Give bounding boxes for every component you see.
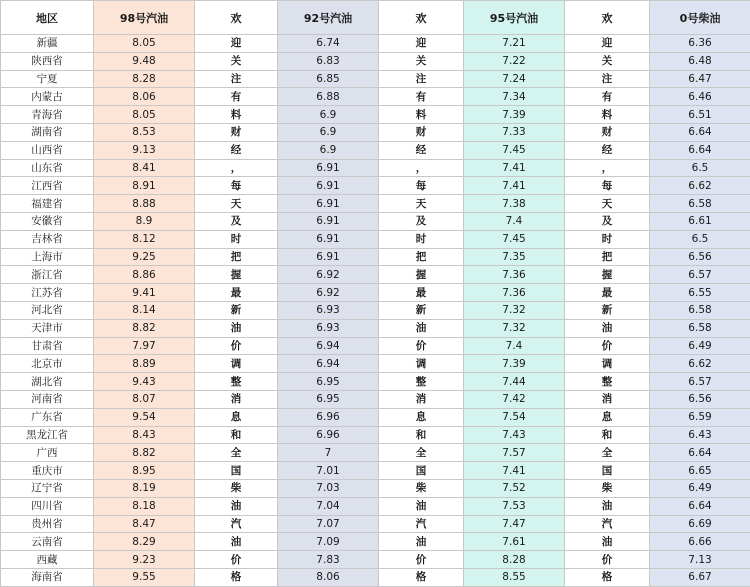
price-98-cell: 7.97 bbox=[94, 337, 195, 355]
gap-char-cell: 整 bbox=[195, 373, 278, 391]
price-0-diesel-cell: 6.61 bbox=[650, 212, 750, 230]
region-cell: 湖北省 bbox=[1, 373, 94, 391]
header-row bbox=[1, 1, 750, 35]
gap-char-cell: 全 bbox=[195, 444, 278, 462]
price-0-diesel-cell: 6.67 bbox=[650, 568, 750, 586]
gap-char-cell: 柴 bbox=[565, 479, 650, 497]
gap-char-cell: 油 bbox=[379, 497, 464, 515]
gap-char-cell: 消 bbox=[195, 390, 278, 408]
price-0-diesel-cell: 6.58 bbox=[650, 301, 750, 319]
header-0-diesel: 0号柴油 bbox=[650, 1, 750, 35]
table-row bbox=[1, 230, 750, 248]
gap-char-cell: 及 bbox=[195, 212, 278, 230]
price-98-cell: 8.05 bbox=[94, 106, 195, 124]
table-row bbox=[1, 426, 750, 444]
gap-char-cell: 汽 bbox=[565, 515, 650, 533]
region-cell: 宁夏 bbox=[1, 70, 94, 88]
price-98-cell: 8.53 bbox=[94, 123, 195, 141]
gap-char-cell: 每 bbox=[565, 177, 650, 195]
price-95-cell: 7.35 bbox=[464, 248, 565, 266]
price-0-diesel-cell: 6.65 bbox=[650, 462, 750, 480]
gap-char-cell: 关 bbox=[565, 52, 650, 70]
price-92-cell: 7 bbox=[278, 444, 379, 462]
price-92-cell: 6.93 bbox=[278, 319, 379, 337]
region-cell: 广西 bbox=[1, 444, 94, 462]
price-98-cell: 8.28 bbox=[94, 70, 195, 88]
table-row bbox=[1, 106, 750, 124]
price-0-diesel-cell: 7.13 bbox=[650, 551, 750, 569]
region-cell: 内蒙古 bbox=[1, 88, 94, 106]
gap-char-cell: 息 bbox=[565, 408, 650, 426]
gap-char-cell: 格 bbox=[565, 568, 650, 586]
table-row bbox=[1, 177, 750, 195]
gap-char-cell: 价 bbox=[379, 551, 464, 569]
price-0-diesel-cell: 6.59 bbox=[650, 408, 750, 426]
price-98-cell: 8.95 bbox=[94, 462, 195, 480]
price-92-cell: 6.9 bbox=[278, 106, 379, 124]
price-95-cell: 7.4 bbox=[464, 337, 565, 355]
price-92-cell: 6.94 bbox=[278, 355, 379, 373]
region-cell: 贵州省 bbox=[1, 515, 94, 533]
region-cell: 江苏省 bbox=[1, 284, 94, 302]
price-0-diesel-cell: 6.51 bbox=[650, 106, 750, 124]
gap-char-cell: 把 bbox=[565, 248, 650, 266]
gap-char-cell: 柴 bbox=[195, 479, 278, 497]
price-98-cell: 8.07 bbox=[94, 390, 195, 408]
price-92-cell: 6.91 bbox=[278, 212, 379, 230]
gap-char-cell: 天 bbox=[195, 195, 278, 213]
gap-char-cell: 最 bbox=[565, 284, 650, 302]
price-0-diesel-cell: 6.64 bbox=[650, 444, 750, 462]
table-row bbox=[1, 159, 750, 177]
price-0-diesel-cell: 6.62 bbox=[650, 355, 750, 373]
table-row bbox=[1, 568, 750, 586]
header-gap-2: 欢 bbox=[379, 1, 464, 35]
gap-char-cell: 料 bbox=[565, 106, 650, 124]
price-95-cell: 7.32 bbox=[464, 319, 565, 337]
price-95-cell: 7.38 bbox=[464, 195, 565, 213]
table-row bbox=[1, 533, 750, 551]
table-row bbox=[1, 373, 750, 391]
gap-char-cell: 天 bbox=[565, 195, 650, 213]
gap-char-cell: 油 bbox=[195, 497, 278, 515]
table-row bbox=[1, 195, 750, 213]
gap-char-cell: 全 bbox=[379, 444, 464, 462]
region-cell: 四川省 bbox=[1, 497, 94, 515]
table-row bbox=[1, 123, 750, 141]
region-cell: 北京市 bbox=[1, 355, 94, 373]
price-0-diesel-cell: 6.69 bbox=[650, 515, 750, 533]
gap-char-cell: 调 bbox=[195, 355, 278, 373]
price-0-diesel-cell: 6.43 bbox=[650, 426, 750, 444]
price-0-diesel-cell: 6.56 bbox=[650, 390, 750, 408]
gap-char-cell: 柴 bbox=[379, 479, 464, 497]
gap-char-cell: 经 bbox=[565, 141, 650, 159]
price-0-diesel-cell: 6.56 bbox=[650, 248, 750, 266]
table-row bbox=[1, 479, 750, 497]
price-0-diesel-cell: 6.47 bbox=[650, 70, 750, 88]
table-row bbox=[1, 319, 750, 337]
table-row bbox=[1, 497, 750, 515]
price-0-diesel-cell: 6.5 bbox=[650, 230, 750, 248]
price-92-cell: 7.07 bbox=[278, 515, 379, 533]
header-95-gasoline: 95号汽油 bbox=[464, 1, 565, 35]
gap-char-cell: 汽 bbox=[379, 515, 464, 533]
price-92-cell: 6.9 bbox=[278, 141, 379, 159]
price-95-cell: 7.57 bbox=[464, 444, 565, 462]
region-cell: 黑龙江省 bbox=[1, 426, 94, 444]
price-98-cell: 8.89 bbox=[94, 355, 195, 373]
gap-char-cell: 和 bbox=[195, 426, 278, 444]
gap-char-cell: 有 bbox=[195, 88, 278, 106]
price-95-cell: 7.39 bbox=[464, 355, 565, 373]
gap-char-cell: 财 bbox=[565, 123, 650, 141]
price-0-diesel-cell: 6.64 bbox=[650, 141, 750, 159]
price-95-cell: 7.52 bbox=[464, 479, 565, 497]
price-92-cell: 6.92 bbox=[278, 266, 379, 284]
gap-char-cell: 油 bbox=[565, 319, 650, 337]
price-98-cell: 9.54 bbox=[94, 408, 195, 426]
price-95-cell: 7.33 bbox=[464, 123, 565, 141]
gap-char-cell: 汽 bbox=[195, 515, 278, 533]
gap-char-cell: 最 bbox=[195, 284, 278, 302]
gap-char-cell: 经 bbox=[195, 141, 278, 159]
gap-char-cell: 及 bbox=[565, 212, 650, 230]
gap-char-cell: 消 bbox=[379, 390, 464, 408]
gap-char-cell: 料 bbox=[195, 106, 278, 124]
price-95-cell: 7.4 bbox=[464, 212, 565, 230]
price-0-diesel-cell: 6.57 bbox=[650, 373, 750, 391]
gap-char-cell: 整 bbox=[379, 373, 464, 391]
gap-char-cell: 价 bbox=[195, 337, 278, 355]
price-98-cell: 9.43 bbox=[94, 373, 195, 391]
gap-char-cell: 经 bbox=[379, 141, 464, 159]
gap-char-cell: 迎 bbox=[195, 35, 278, 53]
region-cell: 甘肃省 bbox=[1, 337, 94, 355]
region-cell: 福建省 bbox=[1, 195, 94, 213]
gap-char-cell: 料 bbox=[379, 106, 464, 124]
gap-char-cell: ， bbox=[195, 159, 278, 177]
price-92-cell: 6.91 bbox=[278, 177, 379, 195]
price-98-cell: 9.48 bbox=[94, 52, 195, 70]
table-row bbox=[1, 266, 750, 284]
table-row bbox=[1, 551, 750, 569]
header-98-gasoline: 98号汽油 bbox=[94, 1, 195, 35]
gap-char-cell: 格 bbox=[379, 568, 464, 586]
price-95-cell: 7.53 bbox=[464, 497, 565, 515]
table-row bbox=[1, 284, 750, 302]
gap-char-cell: 息 bbox=[195, 408, 278, 426]
price-98-cell: 8.18 bbox=[94, 497, 195, 515]
region-cell: 云南省 bbox=[1, 533, 94, 551]
price-95-cell: 7.32 bbox=[464, 301, 565, 319]
gap-char-cell: 财 bbox=[379, 123, 464, 141]
price-95-cell: 7.61 bbox=[464, 533, 565, 551]
gap-char-cell: ， bbox=[565, 159, 650, 177]
gap-char-cell: 迎 bbox=[565, 35, 650, 53]
price-95-cell: 8.28 bbox=[464, 551, 565, 569]
price-0-diesel-cell: 6.64 bbox=[650, 123, 750, 141]
region-cell: 天津市 bbox=[1, 319, 94, 337]
price-95-cell: 7.54 bbox=[464, 408, 565, 426]
gap-char-cell: 关 bbox=[195, 52, 278, 70]
region-cell: 浙江省 bbox=[1, 266, 94, 284]
region-cell: 山东省 bbox=[1, 159, 94, 177]
region-cell: 上海市 bbox=[1, 248, 94, 266]
price-95-cell: 8.55 bbox=[464, 568, 565, 586]
price-95-cell: 7.24 bbox=[464, 70, 565, 88]
table-row bbox=[1, 70, 750, 88]
gap-char-cell: 迎 bbox=[379, 35, 464, 53]
gap-char-cell: ， bbox=[379, 159, 464, 177]
price-95-cell: 7.41 bbox=[464, 159, 565, 177]
gap-char-cell: 油 bbox=[379, 319, 464, 337]
price-98-cell: 8.88 bbox=[94, 195, 195, 213]
price-92-cell: 6.95 bbox=[278, 390, 379, 408]
price-95-cell: 7.22 bbox=[464, 52, 565, 70]
gap-char-cell: 握 bbox=[379, 266, 464, 284]
price-98-cell: 8.86 bbox=[94, 266, 195, 284]
gap-char-cell: 国 bbox=[379, 462, 464, 480]
gap-char-cell: 把 bbox=[379, 248, 464, 266]
price-95-cell: 7.36 bbox=[464, 266, 565, 284]
price-95-cell: 7.39 bbox=[464, 106, 565, 124]
price-98-cell: 8.41 bbox=[94, 159, 195, 177]
price-0-diesel-cell: 6.49 bbox=[650, 479, 750, 497]
price-92-cell: 6.85 bbox=[278, 70, 379, 88]
gap-char-cell: 油 bbox=[195, 319, 278, 337]
gap-char-cell: 调 bbox=[565, 355, 650, 373]
region-cell: 重庆市 bbox=[1, 462, 94, 480]
region-cell: 西藏 bbox=[1, 551, 94, 569]
price-92-cell: 6.9 bbox=[278, 123, 379, 141]
gap-char-cell: 时 bbox=[565, 230, 650, 248]
price-98-cell: 8.05 bbox=[94, 35, 195, 53]
price-98-cell: 9.41 bbox=[94, 284, 195, 302]
price-92-cell: 6.91 bbox=[278, 248, 379, 266]
table-row bbox=[1, 337, 750, 355]
region-cell: 河北省 bbox=[1, 301, 94, 319]
price-95-cell: 7.42 bbox=[464, 390, 565, 408]
gap-char-cell: 及 bbox=[379, 212, 464, 230]
price-95-cell: 7.34 bbox=[464, 88, 565, 106]
gap-char-cell: 有 bbox=[379, 88, 464, 106]
price-92-cell: 6.94 bbox=[278, 337, 379, 355]
gap-char-cell: 油 bbox=[379, 533, 464, 551]
region-cell: 辽宁省 bbox=[1, 479, 94, 497]
price-0-diesel-cell: 6.66 bbox=[650, 533, 750, 551]
price-0-diesel-cell: 6.55 bbox=[650, 284, 750, 302]
gap-char-cell: 每 bbox=[195, 177, 278, 195]
price-92-cell: 7.83 bbox=[278, 551, 379, 569]
gap-char-cell: 和 bbox=[379, 426, 464, 444]
table-row bbox=[1, 35, 750, 53]
header-92-gasoline: 92号汽油 bbox=[278, 1, 379, 35]
price-95-cell: 7.45 bbox=[464, 230, 565, 248]
region-cell: 河南省 bbox=[1, 390, 94, 408]
gap-char-cell: 油 bbox=[565, 497, 650, 515]
header-gap-1: 欢 bbox=[195, 1, 278, 35]
price-92-cell: 6.93 bbox=[278, 301, 379, 319]
price-98-cell: 8.12 bbox=[94, 230, 195, 248]
price-95-cell: 7.21 bbox=[464, 35, 565, 53]
price-92-cell: 6.83 bbox=[278, 52, 379, 70]
gap-char-cell: 天 bbox=[379, 195, 464, 213]
price-92-cell: 7.01 bbox=[278, 462, 379, 480]
table-row bbox=[1, 88, 750, 106]
price-98-cell: 9.55 bbox=[94, 568, 195, 586]
price-98-cell: 8.9 bbox=[94, 212, 195, 230]
gap-char-cell: 注 bbox=[565, 70, 650, 88]
gap-char-cell: 国 bbox=[195, 462, 278, 480]
price-95-cell: 7.47 bbox=[464, 515, 565, 533]
price-92-cell: 6.95 bbox=[278, 373, 379, 391]
price-92-cell: 6.96 bbox=[278, 408, 379, 426]
region-cell: 海南省 bbox=[1, 568, 94, 586]
price-95-cell: 7.43 bbox=[464, 426, 565, 444]
price-98-cell: 8.14 bbox=[94, 301, 195, 319]
gap-char-cell: 时 bbox=[379, 230, 464, 248]
price-95-cell: 7.36 bbox=[464, 284, 565, 302]
price-0-diesel-cell: 6.36 bbox=[650, 35, 750, 53]
gap-char-cell: 有 bbox=[565, 88, 650, 106]
table-row bbox=[1, 301, 750, 319]
gap-char-cell: 价 bbox=[565, 337, 650, 355]
table-row bbox=[1, 444, 750, 462]
gap-char-cell: 全 bbox=[565, 444, 650, 462]
region-cell: 青海省 bbox=[1, 106, 94, 124]
price-0-diesel-cell: 6.49 bbox=[650, 337, 750, 355]
price-98-cell: 8.82 bbox=[94, 319, 195, 337]
price-92-cell: 6.92 bbox=[278, 284, 379, 302]
gap-char-cell: 把 bbox=[195, 248, 278, 266]
price-92-cell: 6.91 bbox=[278, 230, 379, 248]
price-0-diesel-cell: 6.57 bbox=[650, 266, 750, 284]
price-98-cell: 9.13 bbox=[94, 141, 195, 159]
price-95-cell: 7.41 bbox=[464, 177, 565, 195]
gap-char-cell: 息 bbox=[379, 408, 464, 426]
price-92-cell: 8.06 bbox=[278, 568, 379, 586]
price-0-diesel-cell: 6.64 bbox=[650, 497, 750, 515]
gap-char-cell: 关 bbox=[379, 52, 464, 70]
price-0-diesel-cell: 6.5 bbox=[650, 159, 750, 177]
region-cell: 广东省 bbox=[1, 408, 94, 426]
region-cell: 山西省 bbox=[1, 141, 94, 159]
gap-char-cell: 时 bbox=[195, 230, 278, 248]
price-98-cell: 8.91 bbox=[94, 177, 195, 195]
price-98-cell: 8.82 bbox=[94, 444, 195, 462]
price-0-diesel-cell: 6.62 bbox=[650, 177, 750, 195]
price-98-cell: 8.06 bbox=[94, 88, 195, 106]
gap-char-cell: 和 bbox=[565, 426, 650, 444]
price-95-cell: 7.41 bbox=[464, 462, 565, 480]
price-0-diesel-cell: 6.58 bbox=[650, 195, 750, 213]
gap-char-cell: 调 bbox=[379, 355, 464, 373]
header-region: 地区 bbox=[1, 1, 94, 35]
gap-char-cell: 价 bbox=[195, 551, 278, 569]
gap-char-cell: 消 bbox=[565, 390, 650, 408]
gap-char-cell: 油 bbox=[565, 533, 650, 551]
header-gap-3: 欢 bbox=[565, 1, 650, 35]
table-row bbox=[1, 390, 750, 408]
gap-char-cell: 价 bbox=[379, 337, 464, 355]
table-row bbox=[1, 408, 750, 426]
gap-char-cell: 握 bbox=[195, 266, 278, 284]
price-0-diesel-cell: 6.58 bbox=[650, 319, 750, 337]
gap-char-cell: 新 bbox=[379, 301, 464, 319]
price-95-cell: 7.44 bbox=[464, 373, 565, 391]
table-row bbox=[1, 515, 750, 533]
gap-char-cell: 价 bbox=[565, 551, 650, 569]
table-row bbox=[1, 212, 750, 230]
region-cell: 江西省 bbox=[1, 177, 94, 195]
gap-char-cell: 注 bbox=[379, 70, 464, 88]
price-92-cell: 6.91 bbox=[278, 195, 379, 213]
price-0-diesel-cell: 6.46 bbox=[650, 88, 750, 106]
gap-char-cell: 财 bbox=[195, 123, 278, 141]
region-cell: 陕西省 bbox=[1, 52, 94, 70]
table-row bbox=[1, 355, 750, 373]
price-92-cell: 6.88 bbox=[278, 88, 379, 106]
table-row bbox=[1, 248, 750, 266]
price-98-cell: 8.29 bbox=[94, 533, 195, 551]
gap-char-cell: 新 bbox=[195, 301, 278, 319]
table-row bbox=[1, 52, 750, 70]
price-92-cell: 6.91 bbox=[278, 159, 379, 177]
gap-char-cell: 油 bbox=[195, 533, 278, 551]
gap-char-cell: 新 bbox=[565, 301, 650, 319]
gap-char-cell: 格 bbox=[195, 568, 278, 586]
table-row bbox=[1, 141, 750, 159]
gap-char-cell: 最 bbox=[379, 284, 464, 302]
price-92-cell: 7.04 bbox=[278, 497, 379, 515]
gap-char-cell: 整 bbox=[565, 373, 650, 391]
price-92-cell: 6.74 bbox=[278, 35, 379, 53]
price-98-cell: 8.43 bbox=[94, 426, 195, 444]
region-cell: 吉林省 bbox=[1, 230, 94, 248]
price-92-cell: 7.09 bbox=[278, 533, 379, 551]
price-98-cell: 8.47 bbox=[94, 515, 195, 533]
gap-char-cell: 每 bbox=[379, 177, 464, 195]
table-row bbox=[1, 462, 750, 480]
region-cell: 安徽省 bbox=[1, 212, 94, 230]
price-0-diesel-cell: 6.48 bbox=[650, 52, 750, 70]
price-98-cell: 8.19 bbox=[94, 479, 195, 497]
price-92-cell: 7.03 bbox=[278, 479, 379, 497]
price-98-cell: 9.23 bbox=[94, 551, 195, 569]
gap-char-cell: 握 bbox=[565, 266, 650, 284]
gap-char-cell: 国 bbox=[565, 462, 650, 480]
region-cell: 新疆 bbox=[1, 35, 94, 53]
price-98-cell: 9.25 bbox=[94, 248, 195, 266]
price-95-cell: 7.45 bbox=[464, 141, 565, 159]
region-cell: 湖南省 bbox=[1, 123, 94, 141]
price-92-cell: 6.96 bbox=[278, 426, 379, 444]
gap-char-cell: 注 bbox=[195, 70, 278, 88]
